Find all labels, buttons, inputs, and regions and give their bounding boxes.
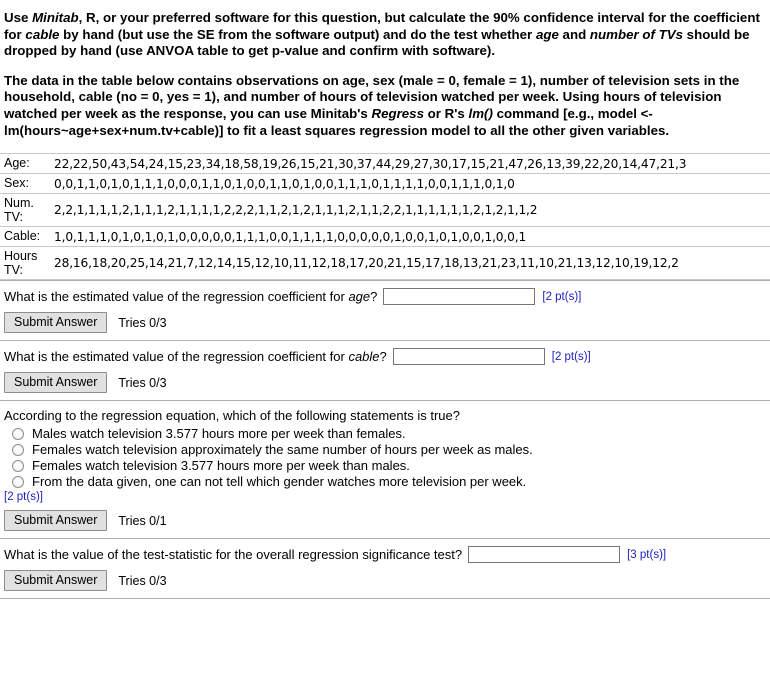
choice-option-2[interactable] <box>4 442 766 457</box>
table-row <box>0 154 770 174</box>
points-label: [2 pt(s)] <box>4 491 43 504</box>
radio-button-icon[interactable] <box>12 428 24 440</box>
answer-input-cable-coefficient[interactable] <box>393 348 545 365</box>
observations-table-body <box>0 154 770 280</box>
row-values-num-tv: 2,2,1,1,1,1,2,1,1,1,2,1,1,1,1,2,2,2,1,1,2,1,2,1,1,1,2,1,1,2,2,1,1,1,1,1,1,2,1,2,1,1,2 <box>54 203 538 218</box>
row-label-age: Age: <box>4 156 30 171</box>
submit-answer-button[interactable]: Submit Answer <box>4 570 107 591</box>
choice-option-3[interactable] <box>4 458 766 473</box>
points-label: [3 pt(s)] <box>627 548 667 561</box>
choice-label: Males watch television 3.577 hours more per week than females. <box>32 426 406 442</box>
row-label-num-tv: Num. TV: <box>4 196 34 225</box>
answer-input-test-statistic[interactable] <box>468 546 620 563</box>
submit-row <box>4 372 766 393</box>
intro-paragraph-1: Use Minitab, R, or your preferred software for this question, but calculate the 90% confidence interval for the coefficient for cable by hand (but use the SE from the software output) and do the test whether age and number of TVs should be dropped by hand (use ANVOA table to get p-value and confirm with software). <box>4 10 760 59</box>
submit-row <box>4 510 766 531</box>
radio-button-icon[interactable] <box>12 444 24 456</box>
observations-table <box>0 153 770 280</box>
table-row <box>0 227 770 247</box>
question-text: According to the regression equation, which of the following statements is true? <box>4 408 460 424</box>
tries-counter: Tries 0/3 <box>118 315 167 330</box>
table-row <box>0 174 770 194</box>
row-label-sex: Sex: <box>4 176 30 191</box>
tries-counter: Tries 0/1 <box>118 513 167 528</box>
row-label-cable: Cable: <box>4 229 41 244</box>
question-block-gender-comparison <box>0 400 770 538</box>
question-block-cable-coefficient <box>0 340 770 400</box>
question-text: What is the value of the test-statistic for the overall regression significance test? <box>4 547 463 563</box>
points-label: [2 pt(s)] <box>542 290 582 303</box>
choice-label: From the data given, one can not tell which gender watches more television per week. <box>32 474 527 490</box>
table-row <box>0 247 770 280</box>
choice-option-1[interactable] <box>4 426 766 441</box>
intro-paragraph-2: The data in the table below contains observations on age, sex (male = 0, female = 1), number of television sets in the household, cable (no = 0, yes = 1), and number of hours of television watched per week. Using hours of television watched per week as the response, you can use Minitab's Regress or R's lm() command [e.g., model <- lm(hours~age+sex+num.tv+cable)] to fit a least squares regression model to all the other given variables. <box>4 72 740 138</box>
choice-label: Females watch television 3.577 hours more per week than males. <box>32 458 410 474</box>
question-line <box>4 288 766 305</box>
question-text: What is the estimated value of the regression coefficient for cable? <box>4 349 387 365</box>
answer-input-age-coefficient[interactable] <box>383 288 535 305</box>
choice-list <box>4 426 766 489</box>
radio-button-icon[interactable] <box>12 476 24 488</box>
choice-option-4[interactable] <box>4 474 766 489</box>
points-label: [2 pt(s)] <box>551 350 591 363</box>
radio-button-icon[interactable] <box>12 460 24 472</box>
question-block-age-coefficient <box>0 280 770 340</box>
table-row <box>0 194 770 227</box>
row-values-hours-tv: 28,16,18,20,25,14,21,7,12,14,15,12,10,11,12,18,17,20,21,15,17,18,13,21,23,11,10,21,13,12,10,19,12,2 <box>54 256 679 271</box>
question-text: What is the estimated value of the regression coefficient for age? <box>4 289 378 305</box>
bottom-divider <box>0 598 770 599</box>
row-values-age: 22,22,50,43,54,24,15,23,34,18,58,19,26,15,21,30,37,44,29,27,30,17,15,21,47,26,13,39,22,20,14,47,21,3 <box>54 156 687 171</box>
submit-row <box>4 312 766 333</box>
submit-row <box>4 570 766 591</box>
question-block-test-statistic <box>0 538 770 598</box>
submit-answer-button[interactable]: Submit Answer <box>4 372 107 393</box>
question-line <box>4 348 766 365</box>
tries-counter: Tries 0/3 <box>118 375 167 390</box>
choice-label: Females watch television approximately the same number of hours per week as males. <box>32 442 533 458</box>
row-label-hours-tv: Hours TV: <box>4 249 38 278</box>
row-values-sex: 0,0,1,1,0,1,0,1,1,1,0,0,0,1,1,0,1,0,0,1,1,0,1,0,0,1,1,1,0,1,1,1,1,0,0,1,1,1,0,1,0 <box>54 176 515 191</box>
submit-answer-button[interactable]: Submit Answer <box>4 312 107 333</box>
submit-answer-button[interactable]: Submit Answer <box>4 510 107 531</box>
row-values-cable: 1,0,1,1,1,0,1,0,1,0,1,0,0,0,0,0,1,1,1,0,0,1,1,1,1,0,0,0,0,0,1,0,0,1,0,1,0,0,1,0,0,1 <box>54 229 527 244</box>
tries-counter: Tries 0/3 <box>118 573 167 588</box>
question-line <box>4 546 766 563</box>
